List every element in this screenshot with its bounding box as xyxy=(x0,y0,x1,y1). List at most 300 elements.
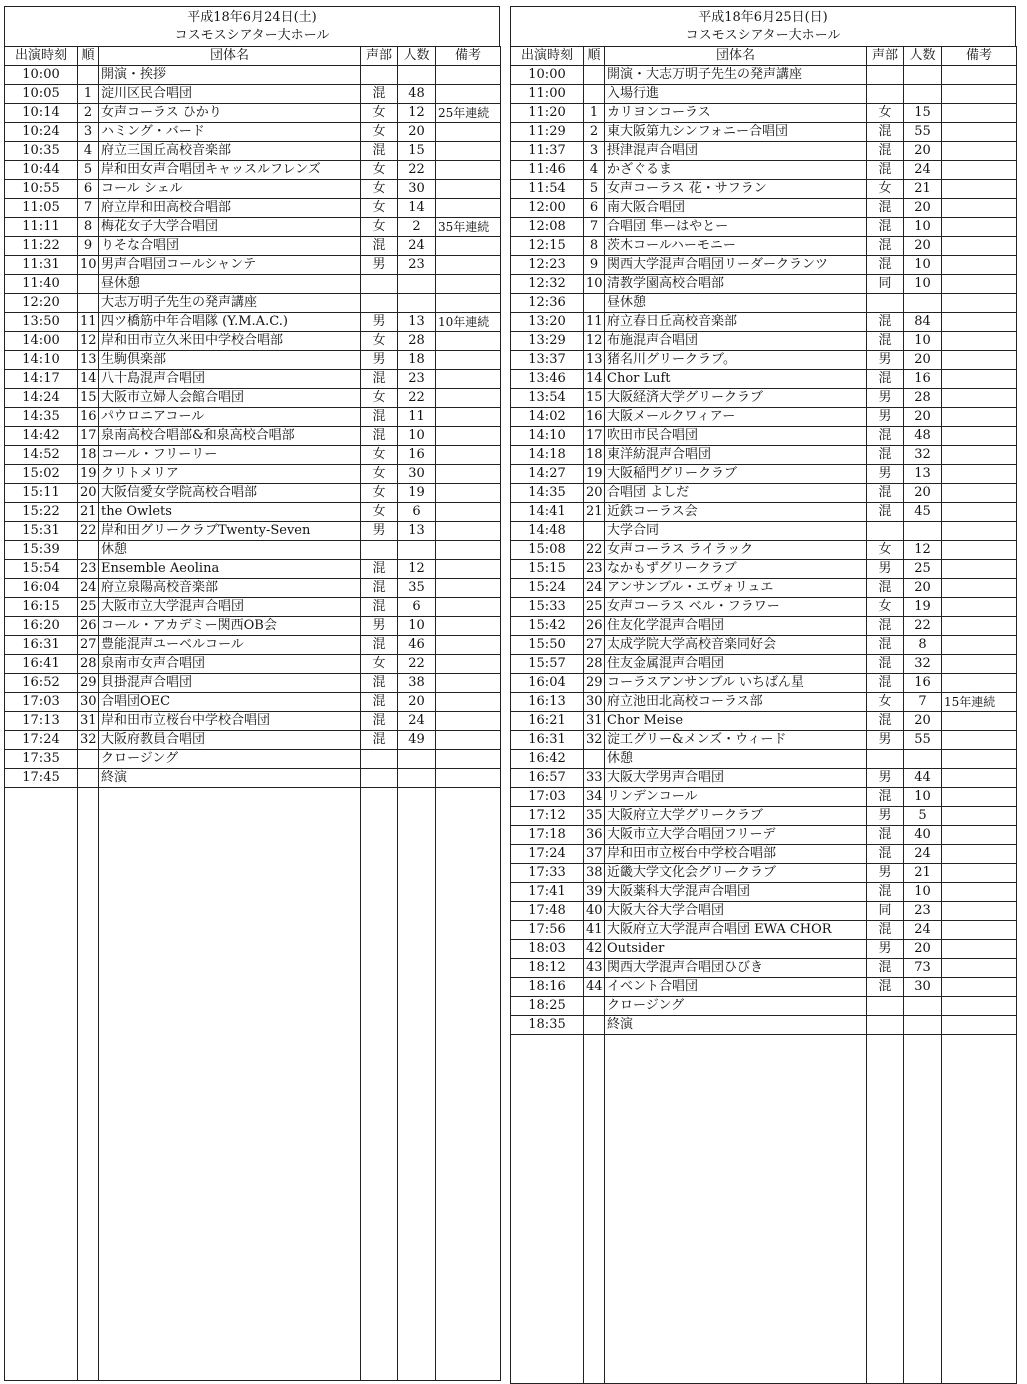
cell-time: 11:05 xyxy=(5,199,78,218)
cell-time: 16:13 xyxy=(511,693,584,712)
cell-time: 10:00 xyxy=(511,66,584,85)
cell-no: 32 xyxy=(584,731,605,750)
cell-time: 14:35 xyxy=(5,408,78,427)
cell-part: 男 xyxy=(867,940,904,959)
cell-name: カリヨンコーラス xyxy=(605,104,867,123)
cell-count: 10 xyxy=(904,256,942,275)
cell-note xyxy=(436,560,501,579)
table-row xyxy=(5,370,501,389)
cell-note xyxy=(942,921,1017,940)
cell-part xyxy=(867,66,904,85)
cell-no: 11 xyxy=(584,313,605,332)
cell-count: 45 xyxy=(904,503,942,522)
cell-count: 24 xyxy=(904,161,942,180)
cell-no: 30 xyxy=(78,693,99,712)
table-row xyxy=(5,104,501,123)
cell-no: 16 xyxy=(78,408,99,427)
cell-time: 17:13 xyxy=(5,712,78,731)
cell-name: 淀工グリー&メンズ・ウィード xyxy=(605,731,867,750)
cell-no: 5 xyxy=(584,180,605,199)
cell-note xyxy=(942,997,1017,1016)
cell-note xyxy=(436,484,501,503)
cell-count: 15 xyxy=(904,104,942,123)
cell-note xyxy=(436,351,501,370)
cell-no xyxy=(584,750,605,769)
cell-no: 33 xyxy=(584,769,605,788)
cell-note xyxy=(942,256,1017,275)
cell-no: 17 xyxy=(584,427,605,446)
cell-part: 男 xyxy=(361,617,398,636)
cell-note xyxy=(942,940,1017,959)
cell-part: 混 xyxy=(867,237,904,256)
cell-name: 男声合唱団コールシャンテ xyxy=(99,256,361,275)
cell-time: 11:37 xyxy=(511,142,584,161)
cell-time: 10:00 xyxy=(5,66,78,85)
table-row xyxy=(5,294,501,313)
table-row xyxy=(511,275,1017,294)
col-no-header: 順 xyxy=(584,47,605,66)
cell-name: 大阪市立婦人会館合唱団 xyxy=(99,389,361,408)
cell-note xyxy=(436,180,501,199)
cell-part: 男 xyxy=(867,408,904,427)
cell-no: 6 xyxy=(584,199,605,218)
cell-name: 合唱団 隼ーはやとー xyxy=(605,218,867,237)
cell-note xyxy=(436,294,501,313)
cell-name: 府立春日丘高校音楽部 xyxy=(605,313,867,332)
cell-count: 20 xyxy=(904,142,942,161)
cell-name: 岸和田市立桜台中学校合唱部 xyxy=(605,845,867,864)
cell-note xyxy=(942,826,1017,845)
cell-name: 女声コーラス ひかり xyxy=(99,104,361,123)
cell-part: 男 xyxy=(867,389,904,408)
cell-name: 清教学園高校合唱部 xyxy=(605,275,867,294)
table-row xyxy=(511,598,1017,617)
cell-note xyxy=(436,161,501,180)
day2-rows xyxy=(511,66,1017,1384)
cell-name: コール・フリーリー xyxy=(99,446,361,465)
table-row xyxy=(511,313,1017,332)
table-row xyxy=(5,427,501,446)
cell-time: 10:44 xyxy=(5,161,78,180)
cell-count: 44 xyxy=(904,769,942,788)
cell-name: りそな合唱団 xyxy=(99,237,361,256)
cell-count: 21 xyxy=(904,180,942,199)
cell-no: 29 xyxy=(78,674,99,693)
cell-time: 15:42 xyxy=(511,617,584,636)
cell-time: 12:36 xyxy=(511,294,584,313)
cell-name: 岸和田市立久米田中学校合唱部 xyxy=(99,332,361,351)
cell-note xyxy=(942,332,1017,351)
day1-schedule xyxy=(4,6,500,1381)
cell-note xyxy=(436,769,501,788)
cell-note xyxy=(942,313,1017,332)
table-row xyxy=(511,256,1017,275)
cell-name: 大阪市立大学合唱団フリーデ xyxy=(605,826,867,845)
cell-no xyxy=(584,1016,605,1035)
cell-no: 40 xyxy=(584,902,605,921)
cell-note xyxy=(942,750,1017,769)
cell-no xyxy=(78,769,99,788)
cell-name: 大阪府教員合唱団 xyxy=(99,731,361,750)
cell-part: 混 xyxy=(867,161,904,180)
cell-name: 茨木コールハーモニー xyxy=(605,237,867,256)
cell-time: 14:18 xyxy=(511,446,584,465)
day1-header xyxy=(4,6,500,46)
table-row xyxy=(5,503,501,522)
col-count-header: 人数 xyxy=(904,47,942,66)
cell-name: 府立池田北高校コーラス部 xyxy=(605,693,867,712)
cell-count xyxy=(398,294,436,313)
cell-count: 6 xyxy=(398,503,436,522)
cell-name: 大阪大学男声合唱団 xyxy=(605,769,867,788)
cell-part: 女 xyxy=(867,104,904,123)
cell-note xyxy=(942,712,1017,731)
cell-note xyxy=(942,560,1017,579)
day2-date: 平成18年6月25日(日) xyxy=(698,10,828,25)
cell-name: 淀川区民合唱団 xyxy=(99,85,361,104)
empty-area xyxy=(511,1035,1017,1384)
table-row xyxy=(511,845,1017,864)
cell-time: 15:57 xyxy=(511,655,584,674)
cell-no xyxy=(78,541,99,560)
table-row xyxy=(5,636,501,655)
cell-no: 20 xyxy=(584,484,605,503)
cell-name: 泉南高校合唱部&和泉高校合唱部 xyxy=(99,427,361,446)
col-time-header: 出演時刻 xyxy=(5,47,78,66)
cell-time: 17:45 xyxy=(5,769,78,788)
cell-count: 24 xyxy=(398,237,436,256)
cell-no xyxy=(78,275,99,294)
table-row xyxy=(5,332,501,351)
cell-name: 関西大学混声合唱団ひびき xyxy=(605,959,867,978)
cell-no: 21 xyxy=(584,503,605,522)
cell-note xyxy=(942,370,1017,389)
cell-time: 16:21 xyxy=(511,712,584,731)
cell-name: 府立岸和田高校合唱部 xyxy=(99,199,361,218)
cell-count: 5 xyxy=(904,807,942,826)
cell-note xyxy=(942,807,1017,826)
cell-count: 7 xyxy=(904,693,942,712)
cell-note xyxy=(436,237,501,256)
cell-no: 1 xyxy=(78,85,99,104)
cell-name: なかもずグリークラブ xyxy=(605,560,867,579)
cell-no: 18 xyxy=(584,446,605,465)
table-row xyxy=(5,674,501,693)
cell-count: 10 xyxy=(398,427,436,446)
table-row xyxy=(511,199,1017,218)
cell-time: 15:31 xyxy=(5,522,78,541)
cell-count: 24 xyxy=(904,845,942,864)
cell-no: 12 xyxy=(584,332,605,351)
cell-name: 岸和田女声合唱団キャッスルフレンズ xyxy=(99,161,361,180)
cell-note xyxy=(942,579,1017,598)
cell-part: 女 xyxy=(867,598,904,617)
cell-count: 23 xyxy=(398,370,436,389)
cell-note xyxy=(436,636,501,655)
cell-time: 10:14 xyxy=(5,104,78,123)
cell-no: 19 xyxy=(584,465,605,484)
cell-part: 男 xyxy=(867,351,904,370)
cell-note xyxy=(942,275,1017,294)
cell-time: 15:33 xyxy=(511,598,584,617)
cell-count: 19 xyxy=(904,598,942,617)
cell-count: 16 xyxy=(398,446,436,465)
cell-part: 混 xyxy=(867,712,904,731)
cell-count: 20 xyxy=(904,484,942,503)
table-row xyxy=(511,503,1017,522)
day1-table xyxy=(4,46,501,1381)
cell-time: 16:52 xyxy=(5,674,78,693)
cell-name: 昼休憩 xyxy=(605,294,867,313)
cell-name: イベント合唱団 xyxy=(605,978,867,997)
cell-name: 太成学院大学高校音楽同好会 xyxy=(605,636,867,655)
table-row xyxy=(511,997,1017,1016)
cell-time: 13:20 xyxy=(511,313,584,332)
cell-count xyxy=(398,66,436,85)
cell-name: 泉南市女声合唱団 xyxy=(99,655,361,674)
cell-time: 15:02 xyxy=(5,465,78,484)
cell-count: 6 xyxy=(398,598,436,617)
cell-count: 24 xyxy=(398,712,436,731)
cell-no: 17 xyxy=(78,427,99,446)
col-part-header: 声部 xyxy=(361,47,398,66)
cell-name: コール・アカデミー関西OB会 xyxy=(99,617,361,636)
cell-note xyxy=(436,655,501,674)
table-row xyxy=(511,180,1017,199)
cell-name: 大阪メールクワィアー xyxy=(605,408,867,427)
cell-name: 生駒倶楽部 xyxy=(99,351,361,370)
table-row xyxy=(5,351,501,370)
cell-part: 混 xyxy=(361,674,398,693)
cell-part: 混 xyxy=(867,655,904,674)
cell-part: 男 xyxy=(867,807,904,826)
cell-count: 55 xyxy=(904,731,942,750)
cell-no: 6 xyxy=(78,180,99,199)
cell-count: 35 xyxy=(398,579,436,598)
cell-time: 11:29 xyxy=(511,123,584,142)
cell-time: 11:46 xyxy=(511,161,584,180)
cell-time: 15:22 xyxy=(5,503,78,522)
table-row xyxy=(511,579,1017,598)
cell-note xyxy=(942,674,1017,693)
cell-note xyxy=(436,427,501,446)
cell-note xyxy=(942,465,1017,484)
table-row xyxy=(511,883,1017,902)
cell-count: 16 xyxy=(904,370,942,389)
cell-note xyxy=(436,66,501,85)
cell-time: 12:08 xyxy=(511,218,584,237)
table-row xyxy=(511,864,1017,883)
cell-part: 混 xyxy=(361,370,398,389)
cell-time: 14:35 xyxy=(511,484,584,503)
cell-no: 15 xyxy=(78,389,99,408)
table-row xyxy=(5,522,501,541)
cell-note xyxy=(436,123,501,142)
cell-time: 17:03 xyxy=(511,788,584,807)
cell-name: 八十島混声合唱団 xyxy=(99,370,361,389)
table-row xyxy=(5,731,501,750)
cell-no: 20 xyxy=(78,484,99,503)
cell-part: 混 xyxy=(867,978,904,997)
cell-time: 14:02 xyxy=(511,408,584,427)
cell-time: 15:54 xyxy=(5,560,78,579)
cell-time: 18:35 xyxy=(511,1016,584,1035)
cell-time: 11:31 xyxy=(5,256,78,275)
cell-count: 55 xyxy=(904,123,942,142)
cell-name: 合唱団 よしだ xyxy=(605,484,867,503)
col-count-header: 人数 xyxy=(398,47,436,66)
cell-no: 11 xyxy=(78,313,99,332)
cell-no: 26 xyxy=(78,617,99,636)
cell-note xyxy=(942,503,1017,522)
cell-time: 16:15 xyxy=(5,598,78,617)
cell-name: 岸和田グリークラブTwenty-Seven xyxy=(99,522,361,541)
cell-name: 大阪府立大学グリークラブ xyxy=(605,807,867,826)
cell-count: 20 xyxy=(398,693,436,712)
cell-no: 1 xyxy=(584,104,605,123)
cell-count: 22 xyxy=(904,617,942,636)
cell-no: 18 xyxy=(78,446,99,465)
cell-no: 31 xyxy=(584,712,605,731)
cell-note xyxy=(942,655,1017,674)
table-row xyxy=(5,465,501,484)
cell-part: 混 xyxy=(867,484,904,503)
cell-time: 17:56 xyxy=(511,921,584,940)
cell-time: 11:22 xyxy=(5,237,78,256)
cell-no: 23 xyxy=(584,560,605,579)
cell-time: 12:32 xyxy=(511,275,584,294)
cell-name: 休憩 xyxy=(99,541,361,560)
cell-time: 17:18 xyxy=(511,826,584,845)
table-row xyxy=(5,693,501,712)
cell-no: 24 xyxy=(584,579,605,598)
cell-no: 4 xyxy=(584,161,605,180)
cell-part: 混 xyxy=(867,503,904,522)
cell-time: 15:39 xyxy=(5,541,78,560)
table-row xyxy=(511,655,1017,674)
cell-count: 40 xyxy=(904,826,942,845)
table-row xyxy=(511,218,1017,237)
cell-name: 入場行進 xyxy=(605,85,867,104)
cell-count: 12 xyxy=(904,541,942,560)
cell-name: リンデンコール xyxy=(605,788,867,807)
cell-part: 女 xyxy=(361,655,398,674)
cell-count: 2 xyxy=(398,218,436,237)
cell-count: 28 xyxy=(398,332,436,351)
cell-time: 17:12 xyxy=(511,807,584,826)
cell-count: 20 xyxy=(904,237,942,256)
cell-note xyxy=(436,370,501,389)
cell-count xyxy=(398,275,436,294)
cell-note xyxy=(436,579,501,598)
cell-count: 20 xyxy=(904,408,942,427)
cell-part: 女 xyxy=(867,541,904,560)
cell-part: 混 xyxy=(361,636,398,655)
cell-note xyxy=(942,769,1017,788)
cell-note xyxy=(942,408,1017,427)
cell-note xyxy=(942,902,1017,921)
cell-part: 男 xyxy=(867,769,904,788)
cell-count: 22 xyxy=(398,389,436,408)
cell-note xyxy=(942,484,1017,503)
table-row xyxy=(5,389,501,408)
cell-count: 28 xyxy=(904,389,942,408)
col-note-header: 備考 xyxy=(436,47,501,66)
cell-count xyxy=(398,750,436,769)
cell-name: 布施混声合唱団 xyxy=(605,332,867,351)
cell-time: 15:24 xyxy=(511,579,584,598)
table-row xyxy=(511,332,1017,351)
cell-part: 女 xyxy=(867,180,904,199)
cell-name: 四ツ橋筋中年合唱隊 (Y.M.A.C.) xyxy=(99,313,361,332)
cell-note xyxy=(942,617,1017,636)
cell-note xyxy=(942,237,1017,256)
cell-time: 16:41 xyxy=(5,655,78,674)
cell-note xyxy=(942,1016,1017,1035)
cell-name: 住友化学混声合唱団 xyxy=(605,617,867,636)
cell-name: 住友金属混声合唱団 xyxy=(605,655,867,674)
table-row xyxy=(511,731,1017,750)
cell-note xyxy=(436,389,501,408)
table-row xyxy=(5,617,501,636)
cell-part: 男 xyxy=(867,731,904,750)
table-row xyxy=(511,294,1017,313)
table-row xyxy=(5,199,501,218)
cell-count: 30 xyxy=(398,180,436,199)
table-row xyxy=(511,1016,1017,1035)
cell-no: 16 xyxy=(584,408,605,427)
cell-name: 関西大学混声合唱団リーダークランツ xyxy=(605,256,867,275)
cell-count xyxy=(904,85,942,104)
table-row xyxy=(511,161,1017,180)
cell-time: 13:37 xyxy=(511,351,584,370)
cell-name: 近鉄コーラス会 xyxy=(605,503,867,522)
cell-no xyxy=(78,66,99,85)
cell-name: 豊能混声ユーベルコール xyxy=(99,636,361,655)
cell-no: 7 xyxy=(584,218,605,237)
cell-count: 12 xyxy=(398,560,436,579)
cell-count: 20 xyxy=(904,351,942,370)
table-row xyxy=(511,123,1017,142)
table-row xyxy=(511,636,1017,655)
cell-note xyxy=(942,446,1017,465)
cell-no: 24 xyxy=(78,579,99,598)
table-row xyxy=(511,617,1017,636)
table-row xyxy=(511,465,1017,484)
day1-venue: コスモスシアター大ホール xyxy=(174,28,330,43)
cell-time: 13:46 xyxy=(511,370,584,389)
cell-part: 混 xyxy=(361,142,398,161)
table-row xyxy=(5,237,501,256)
cell-name: クロージング xyxy=(605,997,867,1016)
cell-part: 混 xyxy=(867,617,904,636)
cell-part: 女 xyxy=(361,123,398,142)
cell-name: クロージング xyxy=(99,750,361,769)
cell-no: 28 xyxy=(78,655,99,674)
cell-part: 混 xyxy=(361,237,398,256)
cell-count: 23 xyxy=(398,256,436,275)
cell-part xyxy=(361,66,398,85)
cell-name: ハミング・バード xyxy=(99,123,361,142)
cell-no: 27 xyxy=(584,636,605,655)
cell-no xyxy=(584,85,605,104)
cell-name: アンサンブル・エヴォリュエ xyxy=(605,579,867,598)
table-row xyxy=(5,142,501,161)
cell-note xyxy=(942,85,1017,104)
cell-note xyxy=(436,731,501,750)
cell-note xyxy=(436,446,501,465)
cell-count: 20 xyxy=(398,123,436,142)
